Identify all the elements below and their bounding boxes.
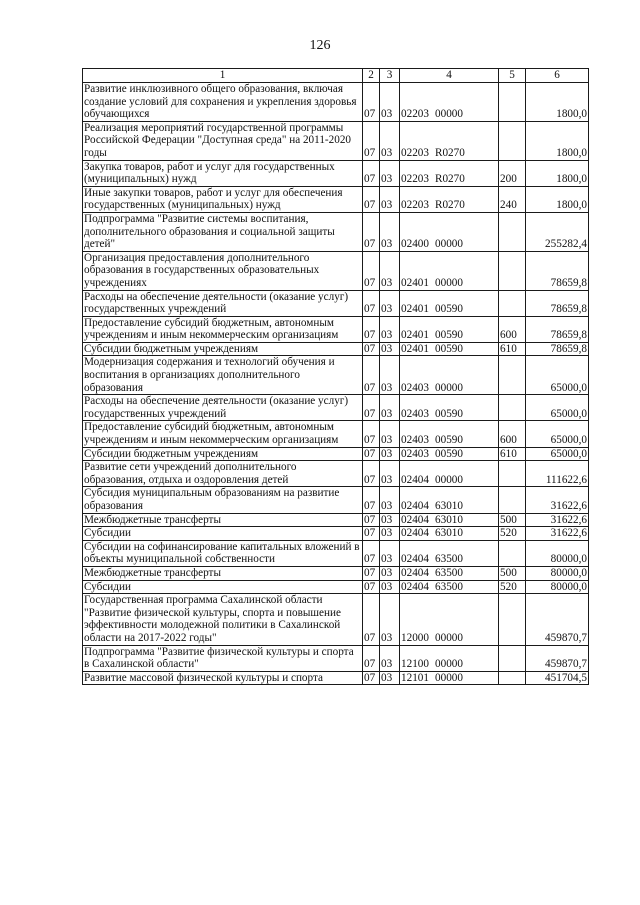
row-name-cell: Модернизация содержания и технологий обучения и воспитания в организациях дополнительного образования [83,356,363,395]
target-article-program-code: 02404 [401,580,429,593]
row-subsection-cell: 03 [380,316,400,342]
table-body [83,83,589,685]
row-target-article-cell [400,356,499,395]
row-amount-cell: 78659,8 [526,251,589,290]
row-expense-type-cell [499,290,526,316]
row-section-cell: 07 [363,447,380,461]
row-subsection-cell: 03 [380,447,400,461]
row-target-article-cell [400,527,499,541]
row-section-cell: 07 [363,395,380,421]
row-section-cell: 07 [363,461,380,487]
table-row [83,121,589,160]
target-article-program-code: 02401 [401,329,429,342]
row-name-cell: Субсидии [83,580,363,594]
row-subsection-cell: 03 [380,251,400,290]
row-expense-type-cell [499,251,526,290]
row-target-article-cell [400,513,499,527]
target-article-direction-code: 00590 [435,303,463,316]
row-subsection-cell: 03 [380,594,400,645]
row-target-article-cell [400,290,499,316]
row-subsection-cell: 03 [380,671,400,685]
row-name-cell: Организация предоставления дополнительного образования в государственных образовательных учреждениях [83,251,363,290]
row-subsection-cell: 03 [380,342,400,356]
target-article-program-code: 12000 [401,631,429,644]
row-name-cell: Подпрограмма "Развитие физической культуры и спорта в Сахалинской области" [83,645,363,671]
row-expense-type-cell [499,671,526,685]
row-target-article-cell [400,160,499,186]
row-section-cell: 07 [363,160,380,186]
target-article-program-code: 12101 [401,671,429,684]
row-name-cell: Субсидии бюджетным учреждениям [83,342,363,356]
row-target-article-cell [400,540,499,566]
target-article-program-code: 12100 [401,658,429,671]
target-article-direction-code: 00000 [435,381,463,394]
table-row [83,290,589,316]
table-row [83,83,589,122]
target-article-program-code: 02403 [401,381,429,394]
header-cell-target-article: 4 [400,69,499,83]
target-article-direction-code: 00590 [435,434,463,447]
row-amount-cell: 459870,7 [526,594,589,645]
row-name-cell: Развитие инклюзивного общего образования, включая создание условий для сохранения и укрепления здоровья обучающихся [83,83,363,122]
table-row [83,487,589,513]
table-row [83,186,589,212]
table-row [83,461,589,487]
table-row [83,527,589,541]
budget-table [82,68,589,685]
target-article-direction-code: 00000 [435,473,463,486]
row-name-cell: Субсидии [83,527,363,541]
target-article-program-code: 02203 [401,146,429,159]
row-amount-cell: 459870,7 [526,645,589,671]
row-subsection-cell: 03 [380,212,400,251]
row-expense-type-cell: 600 [499,421,526,447]
row-subsection-cell: 03 [380,356,400,395]
row-expense-type-cell: 520 [499,527,526,541]
row-subsection-cell: 03 [380,121,400,160]
target-article-program-code: 02400 [401,238,429,251]
target-article-direction-code: 63500 [435,553,463,566]
row-subsection-cell: 03 [380,527,400,541]
table-row [83,316,589,342]
row-subsection-cell: 03 [380,395,400,421]
row-subsection-cell: 03 [380,513,400,527]
target-article-direction-code: 00000 [435,108,463,121]
row-amount-cell: 80000,0 [526,580,589,594]
row-section-cell: 07 [363,356,380,395]
row-section-cell: 07 [363,540,380,566]
row-amount-cell: 1800,0 [526,160,589,186]
row-target-article-cell [400,645,499,671]
target-article-direction-code: 00000 [435,631,463,644]
row-expense-type-cell: 610 [499,342,526,356]
row-amount-cell: 31622,6 [526,487,589,513]
row-expense-type-cell [499,83,526,122]
row-section-cell: 07 [363,580,380,594]
row-name-cell: Субсидии на софинансирование капитальных вложений в объекты муниципальной собственности [83,540,363,566]
target-article-program-code: 02404 [401,500,429,512]
row-name-cell: Расходы на обеспечение деятельности (оказание услуг) государственных учреждений [83,290,363,316]
table-row [83,160,589,186]
target-article-program-code: 02404 [401,553,429,566]
target-article-program-code: 02401 [401,342,429,355]
target-article-program-code: 02404 [401,473,429,486]
table-row [83,580,589,594]
row-amount-cell: 65000,0 [526,421,589,447]
row-amount-cell: 31622,6 [526,527,589,541]
row-expense-type-cell [499,461,526,487]
row-subsection-cell: 03 [380,421,400,447]
row-target-article-cell [400,395,499,421]
row-target-article-cell [400,316,499,342]
row-section-cell: 07 [363,487,380,513]
row-section-cell: 07 [363,121,380,160]
row-amount-cell: 80000,0 [526,566,589,580]
row-subsection-cell: 03 [380,540,400,566]
row-amount-cell: 65000,0 [526,356,589,395]
target-article-direction-code: 00590 [435,447,463,460]
table-row [83,671,589,685]
row-section-cell: 07 [363,421,380,447]
row-expense-type-cell [499,487,526,513]
row-name-cell: Субсидии бюджетным учреждениям [83,447,363,461]
row-name-cell: Предоставление субсидий бюджетным, автономным учреждениям и иным некоммерческим организациям [83,316,363,342]
target-article-program-code: 02404 [401,513,429,526]
target-article-direction-code: R0270 [435,173,465,186]
row-amount-cell: 1800,0 [526,83,589,122]
row-section-cell: 07 [363,251,380,290]
row-amount-cell: 78659,8 [526,342,589,356]
header-cell-section: 2 [363,69,380,83]
target-article-program-code: 02401 [401,303,429,316]
row-amount-cell: 255282,4 [526,212,589,251]
row-target-article-cell [400,83,499,122]
row-section-cell: 07 [363,316,380,342]
row-amount-cell: 111622,6 [526,461,589,487]
row-target-article-cell [400,421,499,447]
row-target-article-cell [400,671,499,685]
row-expense-type-cell [499,594,526,645]
target-article-program-code: 02403 [401,434,429,447]
table-row [83,356,589,395]
row-expense-type-cell: 500 [499,513,526,527]
row-name-cell: Иные закупки товаров, работ и услуг для обеспечения государственных (муниципальных) нужд [83,186,363,212]
row-subsection-cell: 03 [380,580,400,594]
table-row [83,645,589,671]
row-subsection-cell: 03 [380,83,400,122]
row-expense-type-cell: 610 [499,447,526,461]
target-article-direction-code: 63010 [435,500,463,512]
row-amount-cell: 78659,8 [526,316,589,342]
table-row [83,212,589,251]
row-amount-cell: 65000,0 [526,395,589,421]
table-row [83,342,589,356]
row-target-article-cell [400,121,499,160]
row-name-cell: Расходы на обеспечение деятельности (оказание услуг) государственных учреждений [83,395,363,421]
target-article-program-code: 02403 [401,407,429,420]
row-expense-type-cell: 600 [499,316,526,342]
target-article-direction-code: 00590 [435,342,463,355]
row-expense-type-cell: 200 [499,160,526,186]
table-row [83,395,589,421]
row-expense-type-cell [499,212,526,251]
target-article-direction-code: 00590 [435,407,463,420]
row-target-article-cell [400,342,499,356]
row-amount-cell: 1800,0 [526,186,589,212]
target-article-direction-code: 63010 [435,513,463,526]
row-name-cell: Предоставление субсидий бюджетным, автономным учреждениям и иным некоммерческим организациям [83,421,363,447]
row-section-cell: 07 [363,186,380,212]
row-name-cell: Развитие массовой физической культуры и спорта [83,671,363,685]
target-article-program-code: 02203 [401,108,429,121]
target-article-direction-code: 00590 [435,329,463,342]
header-cell-expense-type: 5 [499,69,526,83]
row-section-cell: 07 [363,83,380,122]
table-row [83,251,589,290]
row-section-cell: 07 [363,513,380,527]
row-expense-type-cell: 520 [499,580,526,594]
header-cell-subsection: 3 [380,69,400,83]
row-target-article-cell [400,594,499,645]
row-amount-cell: 78659,8 [526,290,589,316]
row-amount-cell: 80000,0 [526,540,589,566]
row-expense-type-cell [499,356,526,395]
table-row [83,566,589,580]
row-expense-type-cell: 240 [499,186,526,212]
target-article-direction-code: 00000 [435,671,463,684]
row-name-cell: Закупка товаров, работ и услуг для государственных (муниципальных) нужд [83,160,363,186]
row-section-cell: 07 [363,671,380,685]
row-name-cell: Развитие сети учреждений дополнительного образования, отдыха и оздоровления детей [83,461,363,487]
table-row [83,594,589,645]
target-article-program-code: 02404 [401,527,429,540]
target-article-program-code: 02403 [401,447,429,460]
table-row [83,421,589,447]
row-name-cell: Межбюджетные трансферты [83,566,363,580]
row-subsection-cell: 03 [380,290,400,316]
row-target-article-cell [400,566,499,580]
row-target-article-cell [400,461,499,487]
row-target-article-cell [400,447,499,461]
row-expense-type-cell [499,645,526,671]
row-target-article-cell [400,487,499,513]
row-subsection-cell: 03 [380,160,400,186]
row-target-article-cell [400,212,499,251]
row-target-article-cell [400,580,499,594]
row-amount-cell: 1800,0 [526,121,589,160]
target-article-direction-code: 00000 [435,238,463,251]
target-article-direction-code: 00000 [435,658,463,671]
target-article-direction-code: 00000 [435,276,463,289]
row-name-cell: Государственная программа Сахалинской области "Развитие физической культуры, спорта и повышение эффективности молодежной политики в Сахалинской области на 2017-2022 годы" [83,594,363,645]
row-section-cell: 07 [363,212,380,251]
row-name-cell: Подпрограмма "Развитие системы воспитания, дополнительного образования и социальной защиты детей" [83,212,363,251]
row-expense-type-cell [499,540,526,566]
row-name-cell: Реализация мероприятий государственной программы Российской Федерации "Доступная среда" на 2011-2020 годы [83,121,363,160]
row-amount-cell: 65000,0 [526,447,589,461]
row-section-cell: 07 [363,594,380,645]
row-target-article-cell [400,186,499,212]
row-section-cell: 07 [363,566,380,580]
table-row [83,540,589,566]
table-row [83,447,589,461]
row-subsection-cell: 03 [380,186,400,212]
page-number: 126 [309,38,331,53]
row-amount-cell: 31622,6 [526,513,589,527]
row-section-cell: 07 [363,290,380,316]
row-section-cell: 07 [363,527,380,541]
table-row [83,513,589,527]
target-article-direction-code: R0270 [435,146,465,159]
row-section-cell: 07 [363,342,380,356]
target-article-program-code: 02401 [401,276,429,289]
header-cell-amount: 6 [526,69,589,83]
target-article-direction-code: R0270 [435,199,465,212]
row-expense-type-cell [499,121,526,160]
row-expense-type-cell: 500 [499,566,526,580]
target-article-program-code: 02404 [401,566,429,579]
row-subsection-cell: 03 [380,566,400,580]
row-name-cell: Межбюджетные трансферты [83,513,363,527]
target-article-direction-code: 63500 [435,566,463,579]
target-article-program-code: 02203 [401,173,429,186]
row-subsection-cell: 03 [380,487,400,513]
table-header-row [83,69,589,83]
row-subsection-cell: 03 [380,461,400,487]
row-name-cell: Субсидия муниципальным образованиям на развитие образования [83,487,363,513]
row-section-cell: 07 [363,645,380,671]
row-expense-type-cell [499,395,526,421]
row-target-article-cell [400,251,499,290]
row-amount-cell: 451704,5 [526,671,589,685]
header-cell-name: 1 [83,69,363,83]
target-article-direction-code: 63010 [435,527,463,540]
target-article-direction-code: 63500 [435,580,463,593]
target-article-program-code: 02203 [401,199,429,212]
row-subsection-cell: 03 [380,645,400,671]
